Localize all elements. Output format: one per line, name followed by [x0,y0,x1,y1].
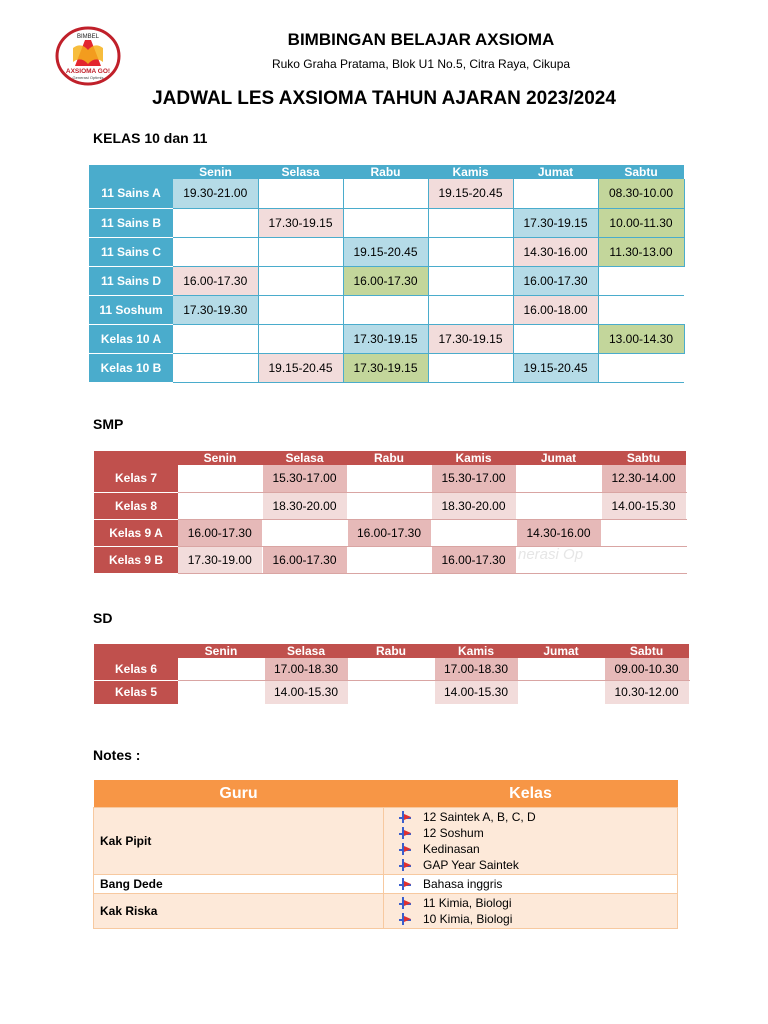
bullet-icon [399,827,411,839]
class-label: 11 Kimia, Biologi [423,896,512,910]
class-name: Kelas 5 [94,680,178,704]
time-cell: 16.00-17.30 [347,519,431,546]
class-name: Kelas 7 [94,465,178,492]
time-cell: 17.00-18.30 [264,658,348,680]
section-title-smp: SMP [93,416,124,432]
bullet-icon [399,859,411,871]
table-row [94,519,686,546]
time-cell: 14.00-15.30 [264,680,348,704]
corner-cell [94,451,178,465]
time-cell [598,353,684,382]
time-cell [516,492,601,519]
teacher-name: Kak Pipit [94,808,384,875]
day-header: Jumat [513,165,598,179]
time-cell [258,179,343,208]
table-row [89,208,684,237]
table-row [89,324,684,353]
class-name: Kelas 9 A [94,519,178,546]
class-name: 11 Sains D [89,266,173,295]
time-cell [343,208,428,237]
time-cell: 16.00-17.30 [431,546,516,573]
teacher-name: Bang Dede [94,875,384,894]
time-cell [343,295,428,324]
time-cell: 14.30-16.00 [516,519,601,546]
time-cell: 16.00-17.30 [178,519,262,546]
time-cell: 15.30-17.00 [262,465,347,492]
list-item [399,825,676,841]
time-cell [428,353,513,382]
notes-row [94,894,678,929]
time-cell [428,208,513,237]
time-cell: 17.30-19.15 [428,324,513,353]
time-cell [347,465,431,492]
table-row [89,353,684,382]
time-cell [513,324,598,353]
class-name: 11 Soshum [89,295,173,324]
time-cell [516,465,601,492]
time-cell: 17.30-19.30 [173,295,258,324]
time-cell [258,237,343,266]
class-label: 12 Saintek A, B, C, D [423,810,536,824]
section-title-kelas-10-11: KELAS 10 dan 11 [93,130,208,146]
day-header: Rabu [347,451,431,465]
class-list-cell [384,875,678,894]
day-header: Kamis [431,451,516,465]
table-row [94,546,686,573]
time-cell [262,519,347,546]
table-row [94,465,686,492]
list-item [399,809,676,825]
time-cell [178,465,262,492]
class-list-cell [384,894,678,929]
time-cell: 14.00-15.30 [601,492,686,519]
table-header-row [94,451,686,465]
class-name: Kelas 8 [94,492,178,519]
time-cell: 17.30-19.15 [258,208,343,237]
time-cell [347,546,431,573]
time-cell: 09.00-10.30 [604,658,689,680]
day-header: Jumat [516,451,601,465]
bullet-icon [399,913,411,925]
table-row [89,179,684,208]
day-header: Selasa [258,165,343,179]
class-name: Kelas 10 A [89,324,173,353]
list-item [399,876,676,892]
day-header: Sabtu [601,451,686,465]
class-name: Kelas 10 B [89,353,173,382]
organization-address: Ruko Graha Pratama, Blok U1 No.5, Citra Raya, Cikupa [271,57,571,71]
table-header-row [89,165,684,179]
day-header: Jumat [518,644,604,658]
day-header: Rabu [348,644,434,658]
class-label: Bahasa inggris [423,877,503,891]
notes-title: Notes : [93,747,141,763]
time-cell: 17.30-19.15 [343,353,428,382]
time-cell [428,295,513,324]
time-cell [173,208,258,237]
bullet-icon [399,878,411,890]
time-cell [428,266,513,295]
svg-text:BIMBEL: BIMBEL [76,34,100,40]
time-cell: 14.30-16.00 [513,237,598,266]
day-header: Kamis [434,644,518,658]
bullet-icon [399,897,411,909]
schedule-table-kelas-10-11 [89,165,685,383]
class-label: Kedinasan [423,842,480,856]
time-cell [428,237,513,266]
time-cell: 17.30-19.15 [513,208,598,237]
class-label: GAP Year Saintek [423,858,519,872]
class-label: 10 Kimia, Biologi [423,912,513,926]
time-cell: 18.30-20.00 [262,492,347,519]
guru-column-header: Guru [94,780,384,808]
time-cell: 19.15-20.45 [428,179,513,208]
time-cell: 17.00-18.30 [434,658,518,680]
time-cell: 13.00-14.30 [598,324,684,353]
class-name: 11 Sains A [89,179,173,208]
time-cell [601,546,686,573]
time-cell [601,519,686,546]
document-title: JADWAL LES AXSIOMA TAHUN AJARAN 2023/2024 [152,88,616,109]
corner-cell [89,165,173,179]
time-cell [258,266,343,295]
time-cell [598,295,684,324]
bullet-icon [399,843,411,855]
time-cell: 16.00-17.30 [343,266,428,295]
table-row [89,266,684,295]
time-cell: 12.30-14.00 [601,465,686,492]
svg-text:AXSIOMA GO!: AXSIOMA GO! [65,68,111,75]
class-name: Kelas 9 B [94,546,178,573]
list-item [399,841,676,857]
table-row [94,658,689,680]
corner-cell [94,644,178,658]
time-cell [347,492,431,519]
time-cell [513,179,598,208]
day-header: Sabtu [604,644,689,658]
time-cell: 16.00-17.30 [173,266,258,295]
time-cell: 16.00-17.30 [262,546,347,573]
list-item [399,911,676,927]
time-cell: 18.30-20.00 [431,492,516,519]
time-cell: 14.00-15.30 [434,680,518,704]
teacher-name: Kak Riska [94,894,384,929]
time-cell [258,324,343,353]
time-cell [178,492,262,519]
day-header: Senin [178,451,262,465]
organization-name: BIMBINGAN BELAJAR AXSIOMA [287,30,555,49]
day-header: Sabtu [598,165,684,179]
time-cell: 08.30-10.00 [598,179,684,208]
time-cell: 10.00-11.30 [598,208,684,237]
schedule-table-sd [94,644,690,705]
svg-text:Generasi Optimis: Generasi Optimis [72,75,104,80]
time-cell [518,658,604,680]
class-name: Kelas 6 [94,658,178,680]
time-cell: 19.15-20.45 [258,353,343,382]
time-cell [343,179,428,208]
class-name: 11 Sains C [89,237,173,266]
time-cell: 19.15-20.45 [343,237,428,266]
table-row [94,492,686,519]
time-cell: 17.30-19.15 [343,324,428,353]
table-row [94,680,689,704]
time-cell: 19.15-20.45 [513,353,598,382]
table-header-row [94,644,689,658]
time-cell: 16.00-18.00 [513,295,598,324]
day-header: Senin [178,644,264,658]
time-cell [348,680,434,704]
time-cell: 11.30-13.00 [598,237,684,266]
time-cell [348,658,434,680]
notes-row [94,808,678,875]
day-header: Senin [173,165,258,179]
time-cell [173,237,258,266]
time-cell [598,266,684,295]
class-label: 12 Soshum [423,826,484,840]
time-cell [173,324,258,353]
time-cell: 16.00-17.30 [513,266,598,295]
table-row [89,237,684,266]
list-item [399,857,676,873]
time-cell [173,353,258,382]
bullet-icon [399,811,411,823]
time-cell [431,519,516,546]
notes-header-row [94,780,678,808]
list-item [399,895,676,911]
time-cell: 15.30-17.00 [431,465,516,492]
day-header: Kamis [428,165,513,179]
time-cell [518,680,604,704]
time-cell [258,295,343,324]
time-cell [178,658,264,680]
day-header: Rabu [343,165,428,179]
day-header: Selasa [262,451,347,465]
day-header: Selasa [264,644,348,658]
table-row [89,295,684,324]
class-list-cell [384,808,678,875]
time-cell: 10.30-12.00 [604,680,689,704]
schedule-table-smp [94,451,687,574]
watermark-text: nerasi Op [518,546,584,563]
time-cell: 19.30-21.00 [173,179,258,208]
kelas-column-header: Kelas [384,780,678,808]
time-cell: 17.30-19.00 [178,546,262,573]
notes-table [93,780,678,929]
time-cell [178,680,264,704]
class-name: 11 Sains B [89,208,173,237]
notes-row [94,875,678,894]
section-title-sd: SD [93,610,113,626]
